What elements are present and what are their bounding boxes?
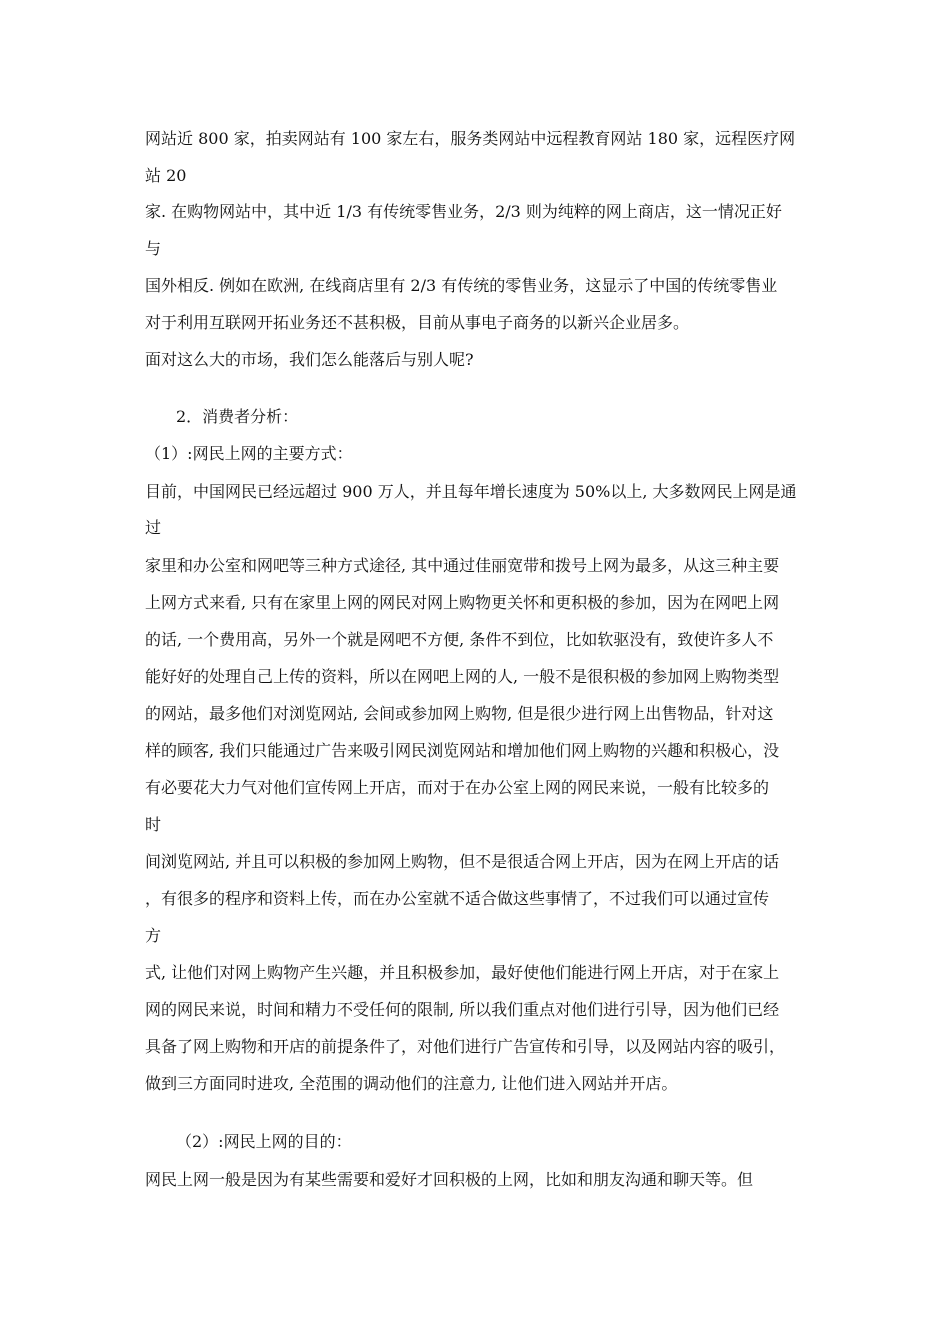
paragraph-line: 与 <box>145 239 162 258</box>
paragraph-line: 网站近 800 家，拍卖网站有 100 家左右，服务类网站中远程教育网站 180 家，远程医疗网 <box>145 129 796 148</box>
paragraph-line: 有必要花大力气对他们宣传网上开店，而对于在办公室上网的网民来说，一般有比较多的 <box>145 778 770 797</box>
paragraph-line: ，有很多的程序和资料上传，而在办公室就不适合做这些事情了，不过我们可以通过宣传 <box>145 889 770 908</box>
section-heading-consumer-analysis: 2．消费者分析： <box>176 407 299 426</box>
paragraph-line: 家. 在购物网站中，其中近 1/3 有传统零售业务，2/3 则为纯粹的网上商店，这一情况正好 <box>145 202 782 221</box>
paragraph-line: 面对这么大的市场，我们怎么能落后与别人呢? <box>145 350 474 369</box>
paragraph-line: 上网方式来看, 只有在家里上网的网民对网上购物更关怀和更积极的参加，因为在网吧上网 <box>145 593 780 612</box>
subsection-heading-purpose: （2）:网民上网的目的： <box>176 1132 352 1151</box>
paragraph-line: 过 <box>145 518 162 537</box>
paragraph-line: 网民上网一般是因为有某些需要和爱好才回积极的上网，比如和朋友沟通和聊天等。但 <box>145 1170 754 1189</box>
paragraph-line: 式, 让他们对网上购物产生兴趣，并且积极参加，最好使他们能进行网上开店，对于在家上 <box>145 963 780 982</box>
paragraph-line: 做到三方面同时进攻, 全范围的调动他们的注意力, 让他们进入网站并开店。 <box>145 1074 678 1093</box>
paragraph-line: 对于利用互联网开拓业务还不甚积极，目前从事电子商务的以新兴企业居多。 <box>145 313 690 332</box>
paragraph-line: 的网站，最多他们对浏览网站, 会间或参加网上购物, 但是很少进行网上出售物品，针对这 <box>145 704 774 723</box>
paragraph-line: 家里和办公室和网吧等三种方式途径, 其中通过佳丽宽带和拨号上网为最多，从这三种主要 <box>145 556 780 575</box>
paragraph-line: 时 <box>145 815 162 834</box>
paragraph-line: 的话, 一个费用高，另外一个就是网吧不方便, 条件不到位，比如软驱没有，致使许多人不 <box>145 630 774 649</box>
paragraph-line: 间浏览网站, 并且可以积极的参加网上购物，但不是很适合网上开店，因为在网上开店的话 <box>145 852 780 871</box>
paragraph-line: 网的网民来说，时间和精力不受任何的限制, 所以我们重点对他们进行引导，因为他们已经 <box>145 1000 780 1019</box>
paragraph-line: 能好好的处理自己上传的资料，所以在网吧上网的人, 一般不是很积极的参加网上购物类型 <box>145 667 780 686</box>
paragraph-line: 目前，中国网民已经远超过 900 万人，并且每年增长速度为 50%以上, 大多数网民上网是通 <box>145 482 797 501</box>
paragraph-line: 国外相反. 例如在欧洲, 在线商店里有 2/3 有传统的零售业务，这显示了中国的传统零售业 <box>145 276 778 295</box>
paragraph-line: 方 <box>145 926 162 945</box>
subsection-heading-access-methods: （1）:网民上网的主要方式： <box>145 444 353 463</box>
paragraph-line: 样的顾客, 我们只能通过广告来吸引网民浏览网站和增加他们网上购物的兴趣和积极心，没 <box>145 741 780 760</box>
paragraph-line: 站 20 <box>145 166 187 185</box>
paragraph-line: 具备了网上购物和开店的前提条件了，对他们进行广告宣传和引导，以及网站内容的吸引， <box>145 1037 786 1056</box>
